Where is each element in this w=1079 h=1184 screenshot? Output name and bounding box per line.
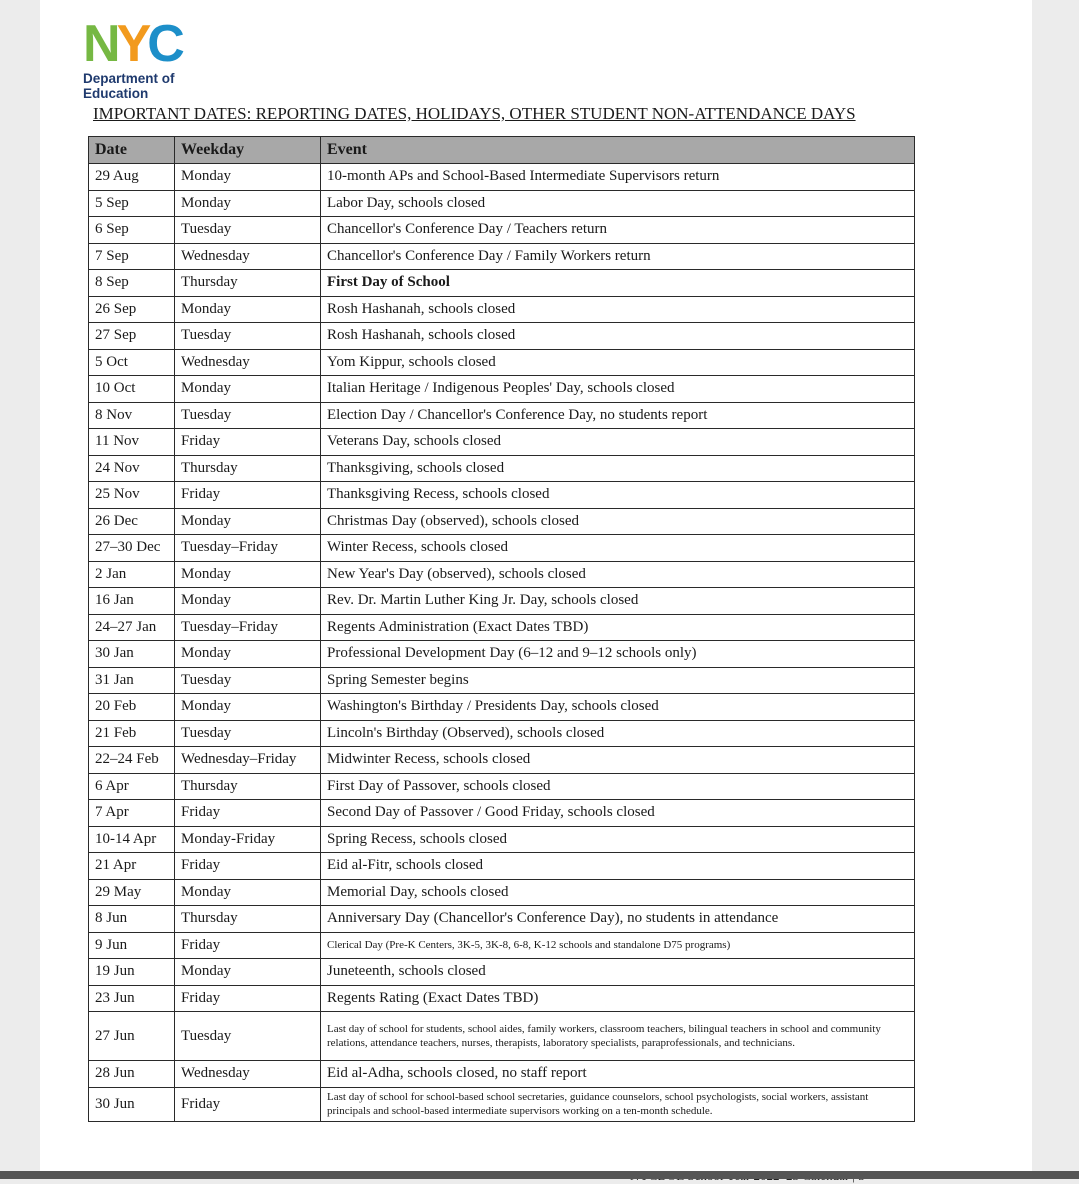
event-cell: Christmas Day (observed), schools closed [321, 508, 915, 535]
table-row [89, 747, 915, 774]
event-cell: Memorial Day, schools closed [321, 879, 915, 906]
weekday-cell: Monday [175, 694, 321, 721]
date-cell: 27 Jun [89, 1012, 175, 1061]
weekday-cell: Friday [175, 932, 321, 959]
event-cell: 10-month APs and School-Based Intermediate Supervisors return [321, 164, 915, 191]
event-cell: Last day of school for students, school aides, family workers, classroom teachers, bilingual teachers in school and community relations, attendance teachers, nurses, therapists, laboratory specialists, paraprofessionals, and technicians. [321, 1012, 915, 1061]
date-cell: 24 Nov [89, 455, 175, 482]
weekday-cell: Friday [175, 429, 321, 456]
table-row [89, 667, 915, 694]
event-cell: Rosh Hashanah, schools closed [321, 323, 915, 350]
table-row [89, 243, 915, 270]
table-row [89, 932, 915, 959]
nyc-logo-mark: NYC [83, 15, 181, 73]
date-cell: 31 Jan [89, 667, 175, 694]
weekday-cell: Tuesday [175, 1012, 321, 1061]
table-row [89, 376, 915, 403]
date-cell: 24–27 Jan [89, 614, 175, 641]
weekday-cell: Tuesday [175, 217, 321, 244]
table-row [89, 429, 915, 456]
weekday-cell: Thursday [175, 270, 321, 297]
column-header-event: Event [321, 137, 915, 164]
weekday-cell: Monday [175, 588, 321, 615]
event-cell: Winter Recess, schools closed [321, 535, 915, 562]
bottom-bar [0, 1171, 1079, 1179]
date-cell: 20 Feb [89, 694, 175, 721]
event-cell: Anniversary Day (Chancellor's Conference Day), no students in attendance [321, 906, 915, 933]
event-cell: Last day of school for school-based school secretaries, guidance counselors, school psychologists, social workers, assistant principals and school-based intermediate supervisors working on a ten-month schedule. [321, 1087, 915, 1121]
date-cell: 10 Oct [89, 376, 175, 403]
weekday-cell: Tuesday [175, 323, 321, 350]
important-dates-table [88, 136, 915, 1122]
weekday-cell: Monday [175, 376, 321, 403]
table-row [89, 1012, 915, 1061]
date-cell: 28 Jun [89, 1061, 175, 1088]
date-cell: 21 Feb [89, 720, 175, 747]
weekday-cell: Monday-Friday [175, 826, 321, 853]
weekday-cell: Thursday [175, 906, 321, 933]
weekday-cell: Wednesday [175, 349, 321, 376]
column-header-weekday: Weekday [175, 137, 321, 164]
table-row [89, 906, 915, 933]
date-cell: 30 Jan [89, 641, 175, 668]
weekday-cell: Wednesday–Friday [175, 747, 321, 774]
date-cell: 8 Sep [89, 270, 175, 297]
table-row [89, 959, 915, 986]
weekday-cell: Tuesday [175, 667, 321, 694]
event-cell: Yom Kippur, schools closed [321, 349, 915, 376]
table-row [89, 535, 915, 562]
date-cell: 22–24 Feb [89, 747, 175, 774]
event-cell: Thanksgiving, schools closed [321, 455, 915, 482]
date-cell: 30 Jun [89, 1087, 175, 1121]
weekday-cell: Monday [175, 641, 321, 668]
date-cell: 27–30 Dec [89, 535, 175, 562]
date-cell: 9 Jun [89, 932, 175, 959]
weekday-cell: Monday [175, 959, 321, 986]
table-row [89, 588, 915, 615]
date-cell: 2 Jan [89, 561, 175, 588]
date-cell: 10-14 Apr [89, 826, 175, 853]
weekday-cell: Monday [175, 190, 321, 217]
event-cell: Chancellor's Conference Day / Teachers return [321, 217, 915, 244]
table-row [89, 1087, 915, 1121]
date-cell: 25 Nov [89, 482, 175, 509]
table-row [89, 561, 915, 588]
table-row [89, 164, 915, 191]
table-row [89, 985, 915, 1012]
event-cell: Thanksgiving Recess, schools closed [321, 482, 915, 509]
event-cell: Italian Heritage / Indigenous Peoples' Day, schools closed [321, 376, 915, 403]
event-cell: Clerical Day (Pre-K Centers, 3K-5, 3K-8, 6-8, K-12 schools and standalone D75 programs) [321, 932, 915, 959]
date-cell: 26 Sep [89, 296, 175, 323]
department-name: Department of Education [83, 71, 175, 101]
table-row [89, 800, 915, 827]
table-row [89, 641, 915, 668]
event-cell: Professional Development Day (6–12 and 9–12 schools only) [321, 641, 915, 668]
weekday-cell: Monday [175, 164, 321, 191]
table-row [89, 1061, 915, 1088]
event-cell: Washington's Birthday / Presidents Day, schools closed [321, 694, 915, 721]
event-cell: Regents Administration (Exact Dates TBD) [321, 614, 915, 641]
table-row [89, 773, 915, 800]
date-cell: 8 Jun [89, 906, 175, 933]
date-cell: 8 Nov [89, 402, 175, 429]
weekday-cell: Friday [175, 482, 321, 509]
weekday-cell: Wednesday [175, 1061, 321, 1088]
weekday-cell: Monday [175, 296, 321, 323]
table-row [89, 349, 915, 376]
event-cell: New Year's Day (observed), schools closed [321, 561, 915, 588]
date-cell: 26 Dec [89, 508, 175, 535]
date-cell: 5 Sep [89, 190, 175, 217]
table-row [89, 853, 915, 880]
event-cell: First Day of Passover, schools closed [321, 773, 915, 800]
event-cell: Election Day / Chancellor's Conference Day, no students report [321, 402, 915, 429]
weekday-cell: Friday [175, 1087, 321, 1121]
date-cell: 29 May [89, 879, 175, 906]
weekday-cell: Tuesday [175, 402, 321, 429]
column-header-date: Date [89, 137, 175, 164]
date-cell: 7 Apr [89, 800, 175, 827]
weekday-cell: Tuesday–Friday [175, 535, 321, 562]
weekday-cell: Friday [175, 853, 321, 880]
event-cell: Rev. Dr. Martin Luther King Jr. Day, schools closed [321, 588, 915, 615]
weekday-cell: Thursday [175, 773, 321, 800]
weekday-cell: Tuesday–Friday [175, 614, 321, 641]
table-row [89, 402, 915, 429]
weekday-cell: Friday [175, 985, 321, 1012]
date-cell: 5 Oct [89, 349, 175, 376]
event-cell: Spring Semester begins [321, 667, 915, 694]
date-cell: 11 Nov [89, 429, 175, 456]
event-cell: First Day of School [321, 270, 915, 297]
event-cell: Juneteenth, schools closed [321, 959, 915, 986]
table-row [89, 270, 915, 297]
table-row [89, 508, 915, 535]
weekday-cell: Friday [175, 800, 321, 827]
event-cell: Eid al-Adha, schools closed, no staff report [321, 1061, 915, 1088]
date-cell: 6 Apr [89, 773, 175, 800]
date-cell: 29 Aug [89, 164, 175, 191]
table-row [89, 879, 915, 906]
table-row [89, 190, 915, 217]
table-row [89, 826, 915, 853]
weekday-cell: Wednesday [175, 243, 321, 270]
weekday-cell: Monday [175, 879, 321, 906]
event-cell: Midwinter Recess, schools closed [321, 747, 915, 774]
date-cell: 27 Sep [89, 323, 175, 350]
event-cell: Labor Day, schools closed [321, 190, 915, 217]
event-cell: Eid al-Fitr, schools closed [321, 853, 915, 880]
date-cell: 19 Jun [89, 959, 175, 986]
table-row [89, 720, 915, 747]
weekday-cell: Tuesday [175, 720, 321, 747]
page-title: IMPORTANT DATES: REPORTING DATES, HOLIDAYS, OTHER STUDENT NON-ATTENDANCE DAYS [93, 104, 856, 123]
weekday-cell: Monday [175, 508, 321, 535]
event-cell: Spring Recess, schools closed [321, 826, 915, 853]
event-cell: Second Day of Passover / Good Friday, schools closed [321, 800, 915, 827]
table-row [89, 296, 915, 323]
event-cell: Veterans Day, schools closed [321, 429, 915, 456]
event-cell: Lincoln's Birthday (Observed), schools closed [321, 720, 915, 747]
event-cell: Rosh Hashanah, schools closed [321, 296, 915, 323]
date-cell: 16 Jan [89, 588, 175, 615]
date-cell: 6 Sep [89, 217, 175, 244]
date-cell: 23 Jun [89, 985, 175, 1012]
event-cell: Chancellor's Conference Day / Family Workers return [321, 243, 915, 270]
event-cell: Regents Rating (Exact Dates TBD) [321, 985, 915, 1012]
table-row [89, 323, 915, 350]
nyc-doe-logo [83, 15, 181, 101]
date-cell: 21 Apr [89, 853, 175, 880]
table-row [89, 614, 915, 641]
date-cell: 7 Sep [89, 243, 175, 270]
weekday-cell: Monday [175, 561, 321, 588]
weekday-cell: Thursday [175, 455, 321, 482]
table-header-row [89, 137, 915, 164]
table-row [89, 694, 915, 721]
table-row [89, 482, 915, 509]
table-row [89, 455, 915, 482]
table-row [89, 217, 915, 244]
